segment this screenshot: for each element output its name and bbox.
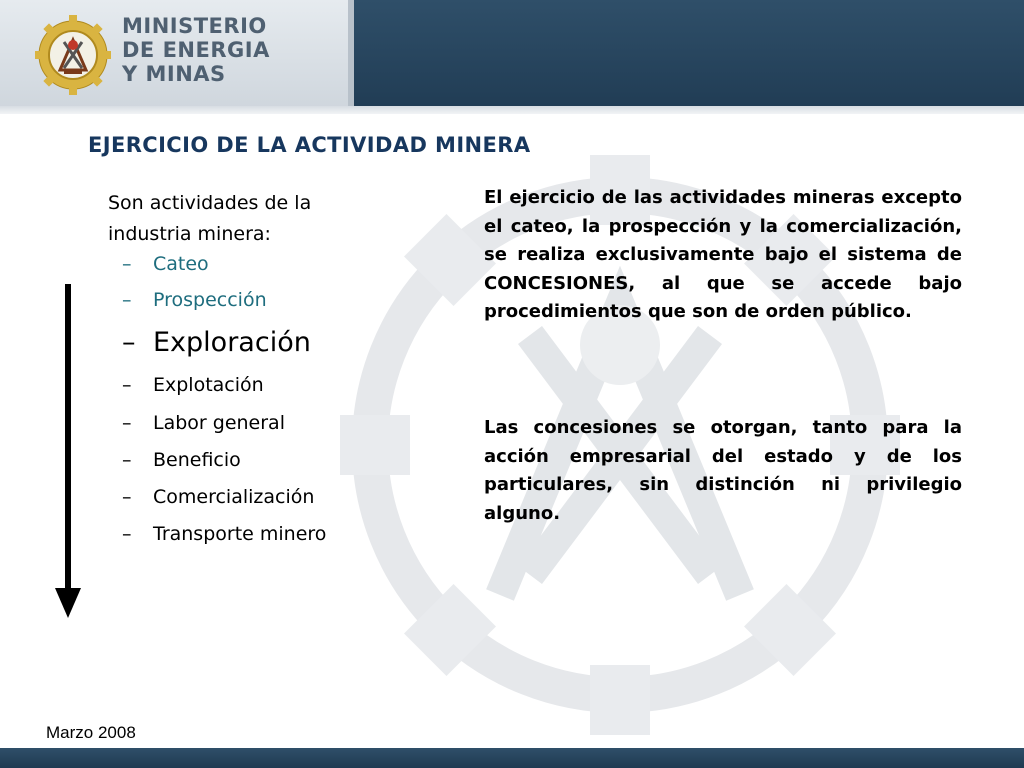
activity-label: Labor general [153, 412, 285, 434]
list-item [122, 523, 326, 545]
dash-bullet: – [122, 449, 132, 471]
dash-bullet: – [122, 412, 132, 434]
header-logo-panel [0, 0, 354, 108]
activity-label: Exploración [153, 327, 311, 358]
list-item [122, 449, 241, 471]
list-item [122, 289, 267, 311]
footer-date: Marzo 2008 [46, 723, 136, 742]
footer-bar [0, 748, 1024, 768]
concession-grant-paragraph: Las concesiones se otorgan, tanto para la acción empresarial del estado y de los particulares, sin distinción ni privilegio alguno. [484, 417, 962, 524]
concession-paragraph: El ejercicio de las actividades mineras excepto el cateo, la prospección y la comercialización, se realiza exclusivamente bajo el sistema de CONCESIONES, al que se accede bajo procedimientos que son de orden público. [484, 187, 962, 322]
down-arrow-icon [54, 284, 82, 620]
dash-bullet: – [122, 289, 132, 311]
activity-label: Comercialización [153, 486, 315, 508]
list-item [122, 412, 285, 434]
dash-bullet: – [122, 327, 136, 358]
dash-bullet: – [122, 253, 132, 275]
activity-label: Cateo [153, 253, 209, 275]
list-item [122, 374, 264, 396]
ministry-name-line2: DE ENERGIA [122, 38, 270, 62]
header-band [0, 106, 1024, 114]
activities-intro: Son actividades de la industria minera: [108, 192, 312, 245]
ministry-name-line3: Y MINAS [122, 62, 226, 86]
ministry-name [122, 14, 270, 86]
activity-label: Beneficio [153, 449, 241, 471]
dash-bullet: – [122, 374, 132, 396]
dash-bullet: – [122, 486, 132, 508]
list-item [122, 327, 311, 358]
list-item [122, 486, 314, 508]
ministry-name-line1: MINISTERIO [122, 14, 267, 38]
ministry-seal-icon [34, 12, 112, 98]
list-item [122, 253, 209, 275]
activity-label: Explotación [153, 374, 264, 396]
activity-label: Prospección [153, 289, 267, 311]
dash-bullet: – [122, 523, 132, 545]
slide-title: EJERCICIO DE LA ACTIVIDAD MINERA [88, 133, 531, 157]
activity-label: Transporte minero [153, 523, 327, 545]
header-navy-bar [354, 0, 1024, 106]
